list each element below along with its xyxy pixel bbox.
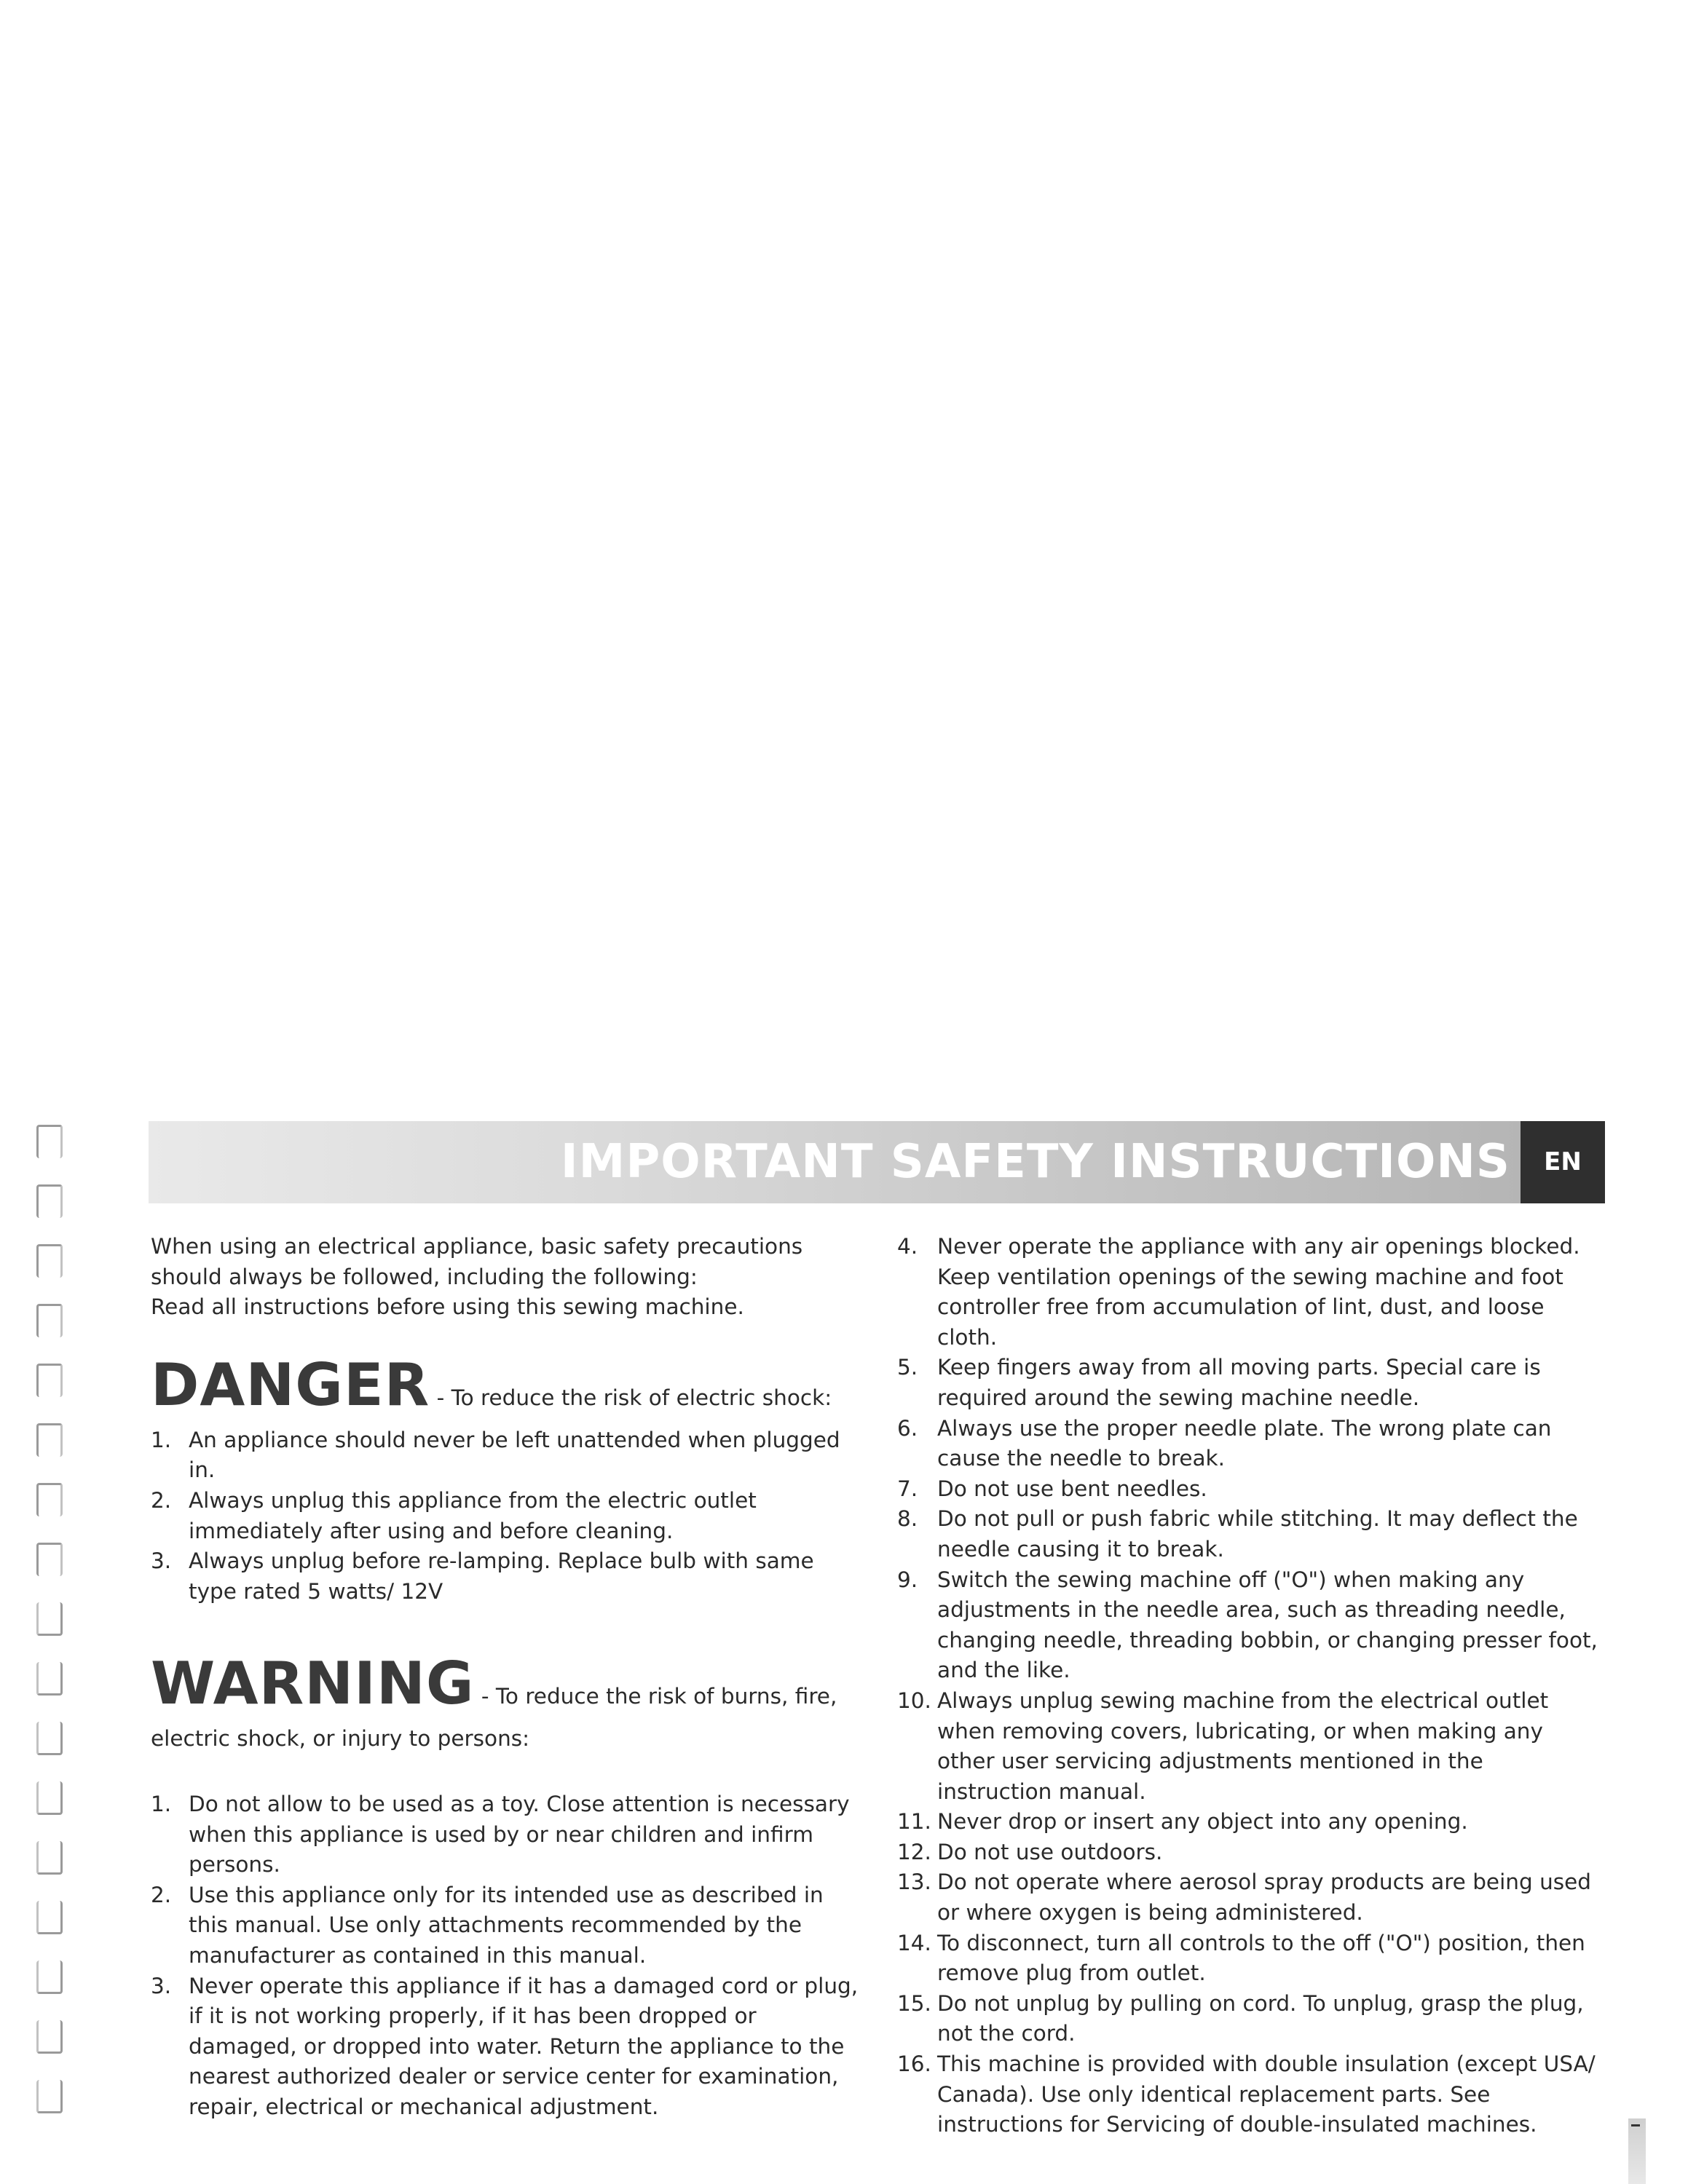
item-text: Use this appliance only for its intended use as described in this manual. Use only attachments recommended by the manufacturer as contained in this manual. [189,1882,824,1968]
binder-ring-icon [36,1483,63,1516]
item-number: 16. [897,2052,931,2077]
binder-ring-icon [36,1602,63,1636]
list-item [897,1928,1604,1989]
page-edge-mark-icon [1631,2124,1640,2126]
item-number: 10. [897,1688,931,1713]
item-number: 1. [151,1427,172,1452]
left-column [151,1232,861,2122]
warning-label: WARNING [151,1650,475,1718]
binder-ring-icon [36,1662,63,1696]
warning-heading [151,1650,861,1724]
item-text: Switch the sewing machine off ("O") when making any adjustments in the needle area, such as threading needle, changing needle, threading bobbin, or changing presser foot, and the like. [937,1567,1598,1683]
item-text: This machine is provided with double insulation (except USA/ Canada). Use only identical replacement parts. See instructions for Servicing of double-insulated machines. [937,2052,1596,2137]
binder-ring-icon [36,2020,63,2054]
item-text: Never drop or insert any object into any opening. [937,1809,1468,1835]
item-number: 13. [897,1870,931,1895]
binder-ring-icon [36,1184,63,1218]
list-item [897,1353,1604,1413]
item-number: 6. [897,1415,918,1441]
list-item [151,1880,861,1971]
item-text: Keep fingers away from all moving parts. Special care is required around the sewing machine needle. [937,1355,1541,1410]
list-item [897,1807,1604,1837]
item-text: Do not use bent needles. [937,1476,1207,1501]
list-item [897,1474,1604,1505]
item-text: To disconnect, turn all controls to the off ("O") position, then remove plug from outlet. [937,1930,1585,1986]
binder-ring-icon [36,2080,63,2113]
item-number: 5. [897,1355,918,1380]
item-number: 8. [897,1506,918,1532]
list-item [151,1546,861,1607]
list-item [897,2049,1604,2140]
list-item [897,1989,1604,2049]
item-number: 12. [897,1839,931,1864]
list-item [897,1837,1604,1868]
item-text: Do not operate where aerosol spray products are being used or where oxygen is being administered. [937,1870,1592,1926]
item-text: Do not unplug by pulling on cord. To unplug, grasp the plug, not the cord. [937,1990,1584,2046]
item-text: Do not use outdoors. [937,1839,1163,1864]
language-tab: EN [1521,1121,1605,1203]
continued-list [897,1232,1604,2140]
list-item [897,1232,1604,1353]
item-number: 15. [897,1990,931,2016]
list-item [151,1425,861,1486]
item-number: 3. [151,1548,172,1574]
right-column [897,1232,1604,2140]
item-text: Do not allow to be used as a toy. Close attention is necessary when this appliance is used by or near children and infirm persons. [189,1791,850,1878]
item-text: An appliance should never be left unattended when plugged in. [189,1427,840,1483]
section-title: IMPORTANT SAFETY INSTRUCTIONS [560,1135,1510,1189]
binder-ring-icon [36,1364,63,1397]
binder-ring-icon [36,1901,63,1934]
item-number: 2. [151,1487,172,1513]
item-text: Never operate this appliance if it has a damaged cord or plug, if it is not working properly, if it has been dropped or damaged, or dropped into water. Return the appliance to the nearest authorized dealer or service center for examination, repair, electrical or mechanical adjustment. [189,1973,859,2119]
intro-paragraph [151,1232,861,1323]
binder-ring-icon [36,1543,63,1576]
binder-ring-icon [36,1841,63,1875]
list-item [897,1414,1604,1474]
item-text: Always unplug sewing machine from the electrical outlet when removing covers, lubricating, or when making any other user servicing adjustments mentioned in the instruction manual. [937,1688,1549,1804]
binder-ring-icon [36,1304,63,1337]
intro-line: Read all instructions before using this sewing machine. [151,1294,744,1320]
intro-line: should always be followed, including the following: [151,1264,698,1289]
item-number: 9. [897,1567,918,1592]
section-banner [149,1121,1521,1203]
item-number: 2. [151,1882,172,1907]
item-number: 3. [151,1973,172,1998]
binder-ring-icon [36,1722,63,1755]
binder-ring-icon [36,1244,63,1278]
item-text: Always use the proper needle plate. The wrong plate can cause the needle to break. [937,1415,1552,1471]
item-text: Always unplug before re-lamping. Replace bulb with same type rated 5 watts/ 12V [189,1548,814,1604]
danger-subtext: - To reduce the risk of electric shock: [430,1385,832,1410]
warning-subtext-cont: electric shock, or injury to persons: [151,1726,530,1752]
item-number: 1. [151,1791,172,1816]
intro-line: When using an electrical appliance, basic safety precautions [151,1234,803,1259]
item-number: 11. [897,1809,931,1835]
list-item [897,1867,1604,1928]
item-number: 4. [897,1234,918,1259]
list-item [897,1565,1604,1686]
page-edge-tab [1628,2118,1646,2184]
binder-ring-icon [36,1423,63,1457]
binder-ring-icon [36,1961,63,1994]
list-item [151,1971,861,2123]
danger-label: DANGER [151,1350,430,1419]
warning-subtext: - To reduce the risk of burns, fire, [474,1684,837,1709]
warning-list [151,1789,861,2123]
item-text: Never operate the appliance with any air openings blocked. Keep ventilation openings of the sewing machine and foot controller free from accumulation of lint, dust, and loose cloth. [937,1234,1580,1350]
item-number: 14. [897,1930,931,1955]
list-item [151,1789,861,1880]
danger-heading [151,1350,861,1425]
list-item [897,1686,1604,1807]
item-text: Always unplug this appliance from the electric outlet immediately after using and before cleaning. [189,1487,757,1543]
list-item [897,1504,1604,1564]
binder-ring-icon [36,1125,63,1158]
danger-list [151,1425,861,1607]
binder-ring-icon [36,1781,63,1815]
item-text: Do not pull or push fabric while stitching. It may deflect the needle causing it to break. [937,1506,1578,1562]
list-item [151,1486,861,1546]
item-number: 7. [897,1476,918,1501]
